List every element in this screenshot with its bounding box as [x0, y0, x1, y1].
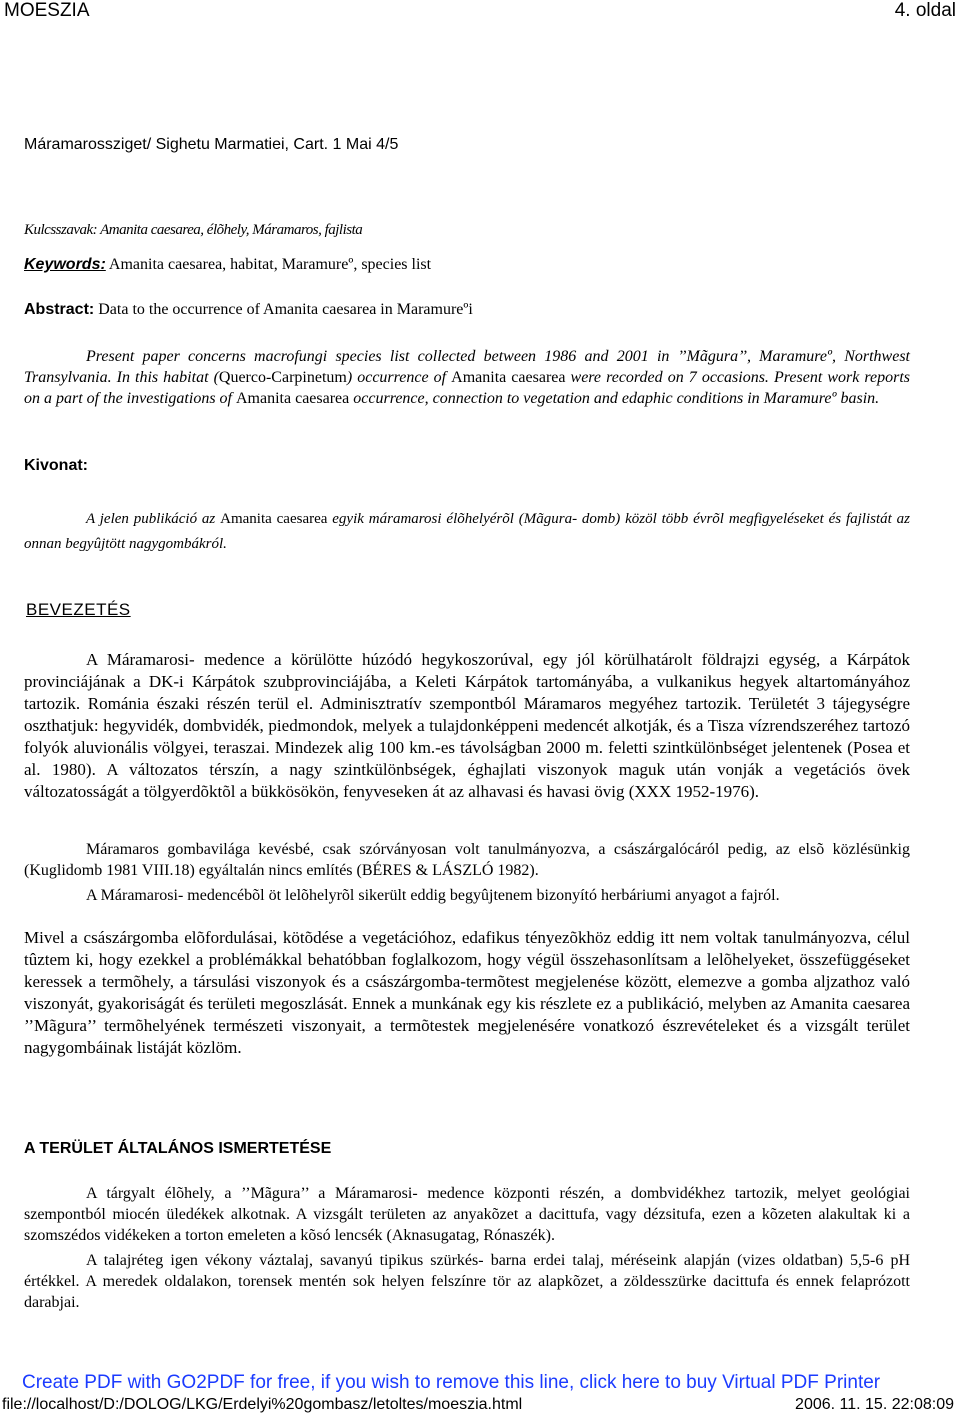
kivonat-body-2: egyik máramarosi élõhelyérõl (Mãgura- domb) közöl több évrõl megfigyeléseket és fajlistát az onnan begyûjtött nagygombákról.: [24, 511, 910, 552]
abstract-line: [24, 301, 473, 319]
intro-paragraph-1: A Máramarosi- medence a körülötte húzódó hegykoszorúval, egy jól körülhatárolt földrajzi egység, a Kárpátok provinciájának a DK-i Kárpátok szubprovinciájába, a Keleti Kárpátok tartományába, a vulkanikus hegyek altartományához tartozik. Románia északi részén terül el. Adminisztratív szempontból Máramaros megyéhez tartozik. Területét 3 tájegységre oszthatjuk: hegyvidék, dombvidék, piedmondok, melyek a tulajdonképpeni medencét alkotják, és a Tisza vízrendszeréhez tartozó folyók aluvionális völgyei, teraszai. Mindezek alig 100 km.-es távolságban 2000 m. feletti szintkülönbséget jelentenek (Posea et al. 1980). A változatos térszín, a nagy szintkülönbségek, éghajlati viszonyok maguk után vonják a vegetációs övek változatosságát a tölgyerdõktõl a bükkösökön, fenyveseken át az alhavasi és havasi övig (XXX 1952-1976).: [24, 650, 910, 801]
area-paragraph-1: A tárgyalt élõhely, a ’’Mãgura’’ a Máramarosi- medence központi részén, a dombvidékhez tartozik, melyet geológiai szempontból miocén üledékek alkotnak. A vizsgált területen az anyakõzet a dacittufa, vagy dézsitufa, ezen a kõzeten alakultak ki a szomszédos vidékeken a torton emeleten a kõsó lencsék (Aknasugatag, Rónaszék).: [24, 1185, 910, 1244]
intro-paragraph-2: Máramaros gombavilága kevésbé, csak szórványosan volt tanulmányozva, a császárgalócáról pedig, az elsõ közlésünkig (Kuglidomb 1981 VIII.18) egyáltalán nincs említés (BÉRES & LÁSZLÓ 1982).: [24, 841, 910, 879]
section-title-bevezetes: BEVEZETÉS: [26, 600, 131, 619]
abstract-body-4: occurrence, connection to vegetation and edaphic conditions in Maramureº basin.: [349, 390, 880, 407]
keywords-label: Keywords:: [24, 256, 106, 273]
species-name: Amanita caesarea: [451, 369, 566, 386]
abstract-body-3: were recorded on 7 occasions. Present work reports on a part of the investigations of: [24, 369, 910, 407]
abstract-body-1: Present paper concerns macrofungi species list collected between 1986 and 2001 in ’’Mãgura’’, Maramureº, Northwest Transylvania. In this habitat (: [24, 348, 910, 386]
abstract-label: Abstract:: [24, 301, 95, 318]
kivonat-body: [24, 507, 910, 557]
intro-paragraph-3: A Máramarosi- medencébõl öt lelõhelyrõl sikerült eddig begyûjtenem bizonyító herbáriumi anyagot a fajról.: [86, 887, 780, 904]
habitat-name: Querco-Carpinetum: [218, 369, 347, 386]
abstract-text: Data to the occurrence of Amanita caesarea in Maramureºi: [98, 301, 473, 318]
area-paragraph-2: A talajréteg igen vékony váztalaj, savanyú tipikus szürkés- barna erdei talaj, méréseink alapján (vizes oldatban) 5,5-6 pH értékkel. A meredek oldalakon, torensek mentén sok helyen felszínre tör az alapkõzet, a zöldesszürke dacittufa és ennek felaprózott darabjai.: [24, 1252, 910, 1311]
species-name: Amanita caesarea: [220, 511, 328, 527]
keywords-text: Amanita caesarea, habitat, Maramureº, species list: [108, 256, 432, 273]
abstract-body-2: ) occurrence of: [346, 369, 452, 386]
page-number: 4. oldal: [894, 0, 956, 21]
species-name: Amanita caesarea: [236, 390, 350, 407]
intro-paragraph-4: Mivel a császárgomba elõfordulásai, kötõdése a vegetációhoz, edafikus tényezõkhöz eddig itt nem voltak tanulmányozva, célul tûztem ki, hogy ezekkel a problémákkal behatóbban foglalkozom, hogy végül összehasonlítsam a lelõhelyeket, összefüggéseket keressek a termõhely, a társulási viszonyok és a császárgomba-termõtest megjelenése között, elemezve a gomba aljzathoz való viszonyát, gyakoriságát és területi megoszlását. Ennek a munkának egy kis részlete ez a publikáció, melyben az Amanita caesarea ’’Mãgura’’ termõhelyének természeti viszonyait, a termõtestek megjelenésére vonatkozó észrevételeket és a vizsgált terület nagygombáinak listáját közlöm.: [24, 928, 910, 1057]
keywords-line: [24, 256, 431, 274]
kulcsszavak-text: Amanita caesarea, élõhely, Máramaros, fajlista: [100, 222, 363, 238]
pdf-printer-link[interactable]: Create PDF with GO2PDF for free, if you wish to remove this line, click here to buy Virtual PDF Printer: [22, 1372, 881, 1393]
kulcsszavak-label: Kulcsszavak:: [24, 222, 98, 238]
print-timestamp: 2006. 11. 15. 22:08:09: [795, 1396, 954, 1413]
section-title-terulet: A TERÜLET ÁLTALÁNOS ISMERTETÉSE: [24, 1140, 332, 1157]
kivonat-label: Kivonat:: [24, 457, 88, 474]
document-title: MOESZIA: [4, 0, 90, 21]
kivonat-body-1: A jelen publikáció az: [86, 511, 221, 527]
file-path: file://localhost/D:/DOLOG/LKG/Erdelyi%20gombasz/letoltes/moeszia.html: [2, 1396, 523, 1413]
abstract-body: [24, 346, 910, 409]
location-line: Máramarossziget/ Sighetu Marmatiei, Cart. 1 Mai 4/5: [24, 136, 399, 153]
kulcsszavak-line: [24, 222, 362, 239]
